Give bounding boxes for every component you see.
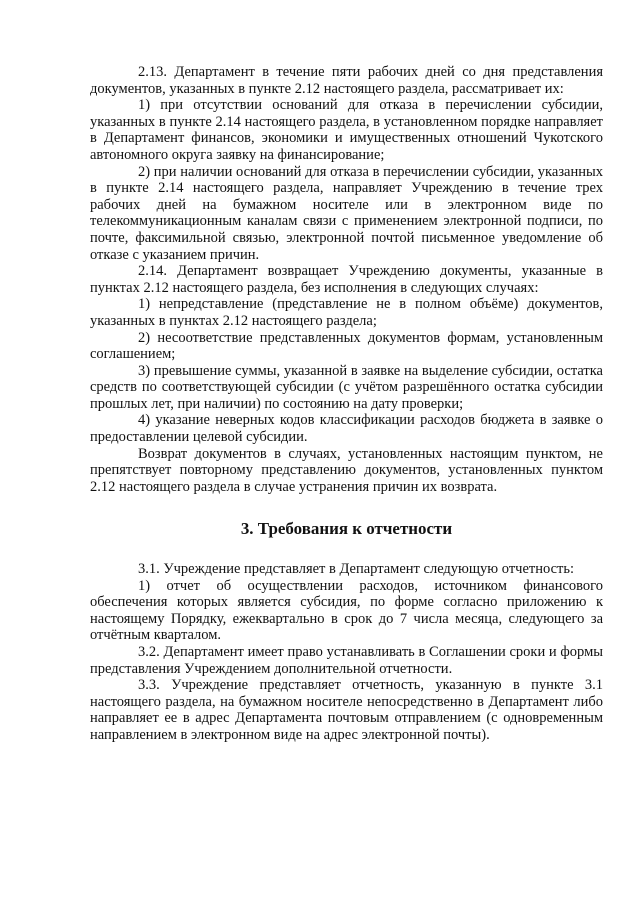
paragraph-3-2: 3.2. Департамент имеет право устанавливать в Соглашении сроки и формы представления Учреждением дополнительной отчетности. xyxy=(90,644,603,677)
paragraph-2-14-return-note: Возврат документов в случаях, установленных настоящим пунктом, не препятствует повторному представлению документов, установленных пунктом 2.12 настоящего раздела в случае устранения причин их возврата. xyxy=(90,445,603,495)
paragraph-2-14-item-4: 4) указание неверных кодов классификации расходов бюджета в заявке о предоставлении целевой субсидии. xyxy=(90,412,603,446)
document-body xyxy=(90,64,603,744)
paragraph-2-13: 2.13. Департамент в течение пяти рабочих дней со дня представления документов, указанных в пункте 2.12 настоящего раздела, рассматривает их: xyxy=(90,64,603,97)
paragraph-3-3: 3.3. Учреждение представляет отчетность, указанную в пункте 3.1 настоящего раздела, на бумажном носителе непосредственно в Департамент либо направляет ее в адрес Департамента почтовым отправлением (с одновременным направлением в электронном виде на адрес электронной почты). xyxy=(90,677,603,743)
paragraph-3-1: 3.1. Учреждение представляет в Департамент следующую отчетность: xyxy=(138,561,575,578)
paragraph-2-14-item-3: 3) превышение суммы, указанной в заявке на выделение субсидии, остатка средств по соответствующей субсидии (с учётом разрешённого остатка субсидии прошлых лет, при наличии) по состоянию на дату проверки; xyxy=(90,362,603,412)
paragraph-2-13-item-1: 1) при отсутствии оснований для отказа в перечислении субсидии, указанных в пункте 2.14 настоящего раздела, в установленном порядке направляет в Департамент финансов, экономики и имущественных отношений Чукотского автономного округа заявку на финансирование; xyxy=(90,97,603,163)
section-3-heading: 3. Требования к отчетности xyxy=(240,519,453,539)
paragraph-3-1-item-1: 1) отчет об осуществлении расходов, источником финансового обеспечения которых является субсидия, по форме согласно приложению к настоящему Порядку, ежеквартально в срок до 7 числа месяца, следующего за отчётным кварталом. xyxy=(90,577,603,644)
paragraph-2-13-item-2: 2) при наличии оснований для отказа в перечислении субсидии, указанных в пункте 2.14 настоящего раздела, направляет Учреждению в течение трех рабочих дней на бумажном носителе или в электронном виде по телекоммуникационным каналам связи с применением электронной подписи, по почте, факсимильной связью, электронной почтой письменное уведомление об отказе с указанием причин. xyxy=(90,163,603,263)
paragraph-2-14-item-1: 1) непредставление (представление не в полном объёме) документов, указанных в пунктах 2.12 настоящего раздела; xyxy=(90,296,603,329)
paragraph-2-14: 2.14. Департамент возвращает Учреждению документы, указанные в пунктах 2.12 настоящего раздела, без исполнения в следующих случаях: xyxy=(90,263,603,296)
paragraph-2-14-item-2: 2) несоответствие представленных документов формам, установленным соглашением; xyxy=(90,329,603,363)
